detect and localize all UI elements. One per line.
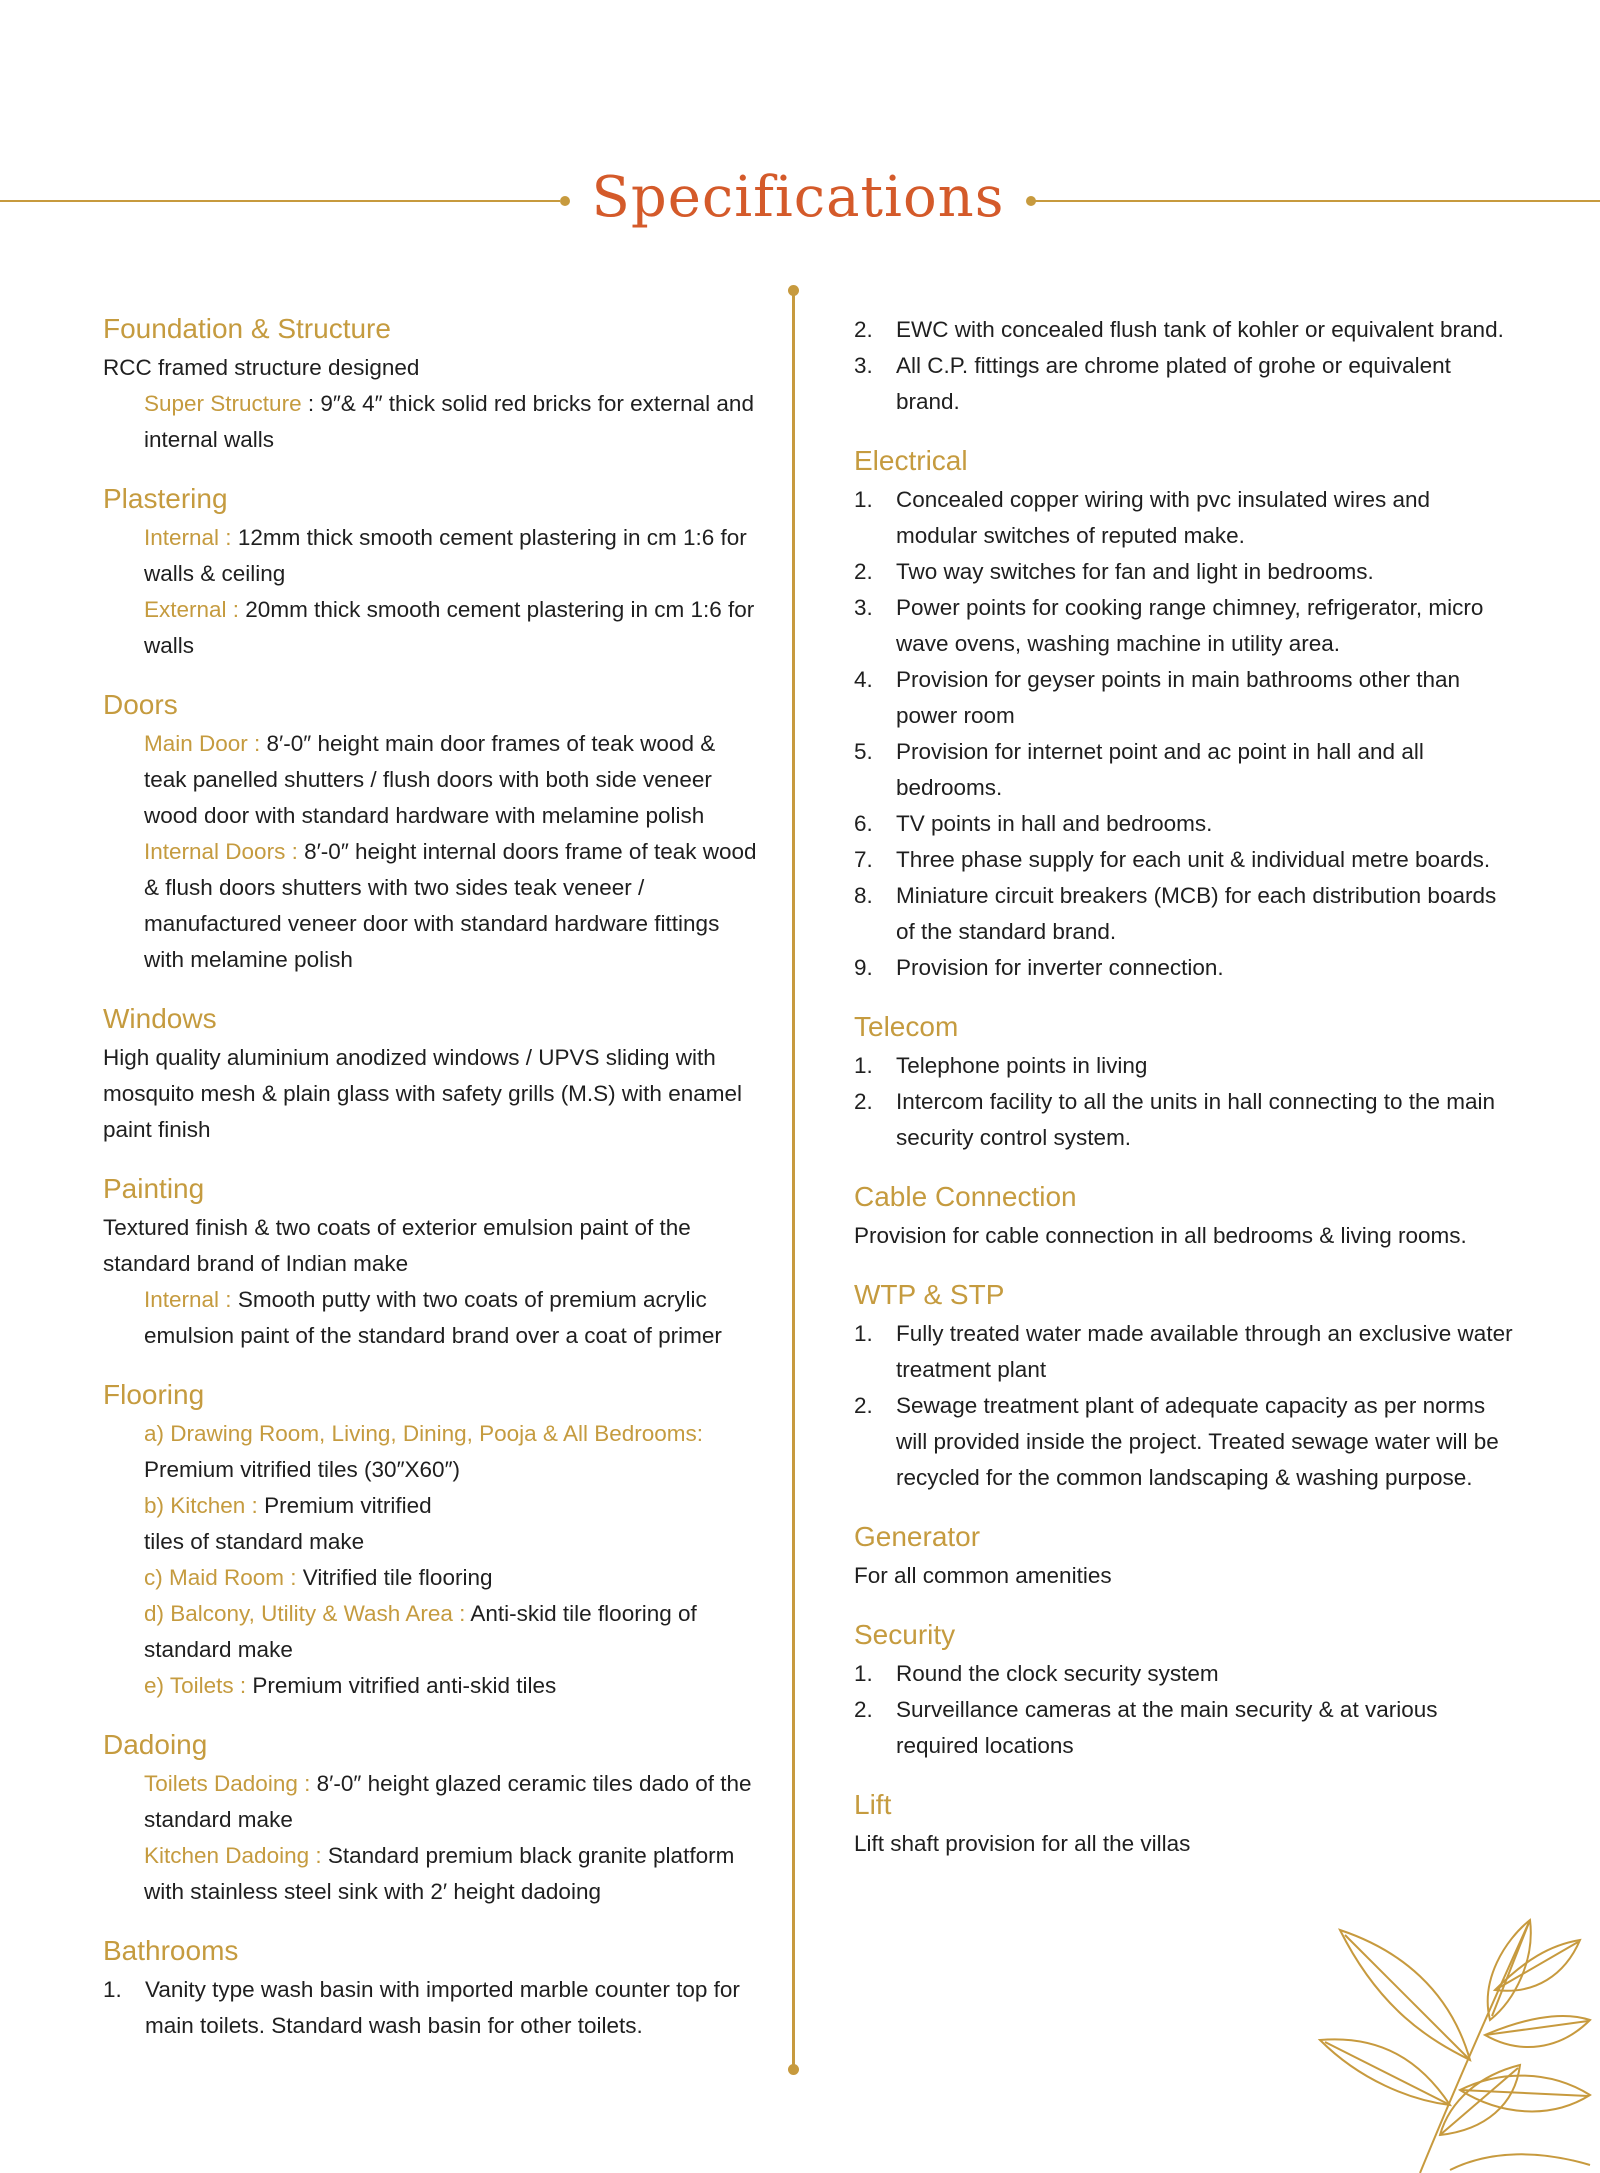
- bathrooms-list: [103, 1972, 763, 2044]
- list-text: Provision for geyser points in main bathrooms other than power room: [896, 667, 1461, 728]
- list-text: Provision for internet point and ac point in hall and all bedrooms.: [896, 739, 1424, 800]
- list-item: [854, 1084, 1514, 1156]
- section-heading: Windows: [103, 1003, 217, 1034]
- flooring-d: [103, 1596, 763, 1668]
- section-telecom: [854, 1008, 1514, 1156]
- toilets-dadoing-spec: [103, 1766, 763, 1838]
- section-text: Provision for cable connection in all bedrooms & living rooms.: [854, 1223, 1467, 1248]
- section-bathrooms: [103, 1932, 763, 2044]
- list-number: 2.: [854, 1393, 873, 1418]
- list-text: Concealed copper wiring with pvc insulated wires and modular switches of reputed make.: [896, 487, 1431, 548]
- flooring-e: [103, 1668, 763, 1704]
- list-item: [854, 734, 1514, 806]
- section-cable: [854, 1178, 1514, 1254]
- section-wtp-stp: [854, 1276, 1514, 1496]
- leaf-decoration-icon: [1300, 1860, 1600, 2173]
- list-text: Intercom facility to all the units in hall connecting to the main security control system.: [896, 1089, 1496, 1150]
- internal-doors-spec: [103, 834, 763, 978]
- list-text: Three phase supply for each unit & individual metre boards.: [896, 847, 1491, 872]
- spec-label: e) Toilets :: [144, 1673, 247, 1698]
- list-item: [854, 662, 1514, 734]
- spec-text: Premium vitrified anti-skid tiles: [246, 1673, 557, 1698]
- section-generator: [854, 1518, 1514, 1594]
- flooring-c: [103, 1560, 763, 1596]
- flooring-a-text: Premium vitrified tiles (30″X60″): [144, 1457, 461, 1482]
- left-column: [103, 310, 763, 2066]
- list-item: [854, 842, 1514, 878]
- list-number: 3.: [854, 353, 873, 378]
- section-heading: Painting: [103, 1173, 205, 1204]
- list-number: 7.: [854, 847, 873, 872]
- divider-dot-bottom: [788, 2064, 799, 2075]
- list-text: All C.P. fittings are chrome plated of grohe or equivalent brand.: [896, 353, 1451, 414]
- bathrooms-list-continued: [854, 312, 1514, 420]
- section-painting: [103, 1170, 763, 1354]
- spec-text: Standard premium black granite platform with stainless steel sink with 2′ height dadoing: [144, 1843, 735, 1904]
- list-item: [854, 950, 1514, 986]
- spec-text: Vitrified tile flooring: [296, 1565, 493, 1590]
- list-item: [854, 312, 1514, 348]
- spec-label: Internal Doors :: [144, 839, 298, 864]
- section-text: RCC framed structure designed: [103, 355, 420, 380]
- list-item: [854, 590, 1514, 662]
- security-list: [854, 1656, 1514, 1764]
- list-number: 1.: [854, 487, 873, 512]
- list-text: Power points for cooking range chimney, refrigerator, micro wave ovens, washing machine in utility area.: [896, 595, 1484, 656]
- section-text: High quality aluminium anodized windows / UPVS sliding with mosquito mesh & plain glass with safety grills (M.S) with enamel paint finish: [103, 1045, 742, 1142]
- section-dadoing: [103, 1726, 763, 1910]
- section-heading: Bathrooms: [103, 1935, 239, 1966]
- divider-dot-top: [788, 285, 799, 296]
- list-text: Surveillance cameras at the main security & at various required locations: [896, 1697, 1438, 1758]
- list-item: [854, 1388, 1514, 1496]
- list-number: 3.: [854, 595, 873, 620]
- section-heading: Lift: [854, 1789, 892, 1820]
- title-rule-left: [0, 200, 560, 202]
- spec-text: 8′-0″ height glazed ceramic tiles dado of the standard make: [144, 1771, 752, 1832]
- section-windows: [103, 1000, 763, 1148]
- section-foundation: [103, 310, 763, 458]
- list-item: [854, 1692, 1514, 1764]
- kitchen-dadoing-spec: [103, 1838, 763, 1910]
- spec-text: 20mm thick smooth cement plastering in cm 1:6 for walls: [144, 597, 755, 658]
- title-rule-right: [1032, 200, 1600, 202]
- spec-text: : 9″& 4″ thick solid red bricks for external and internal walls: [144, 391, 754, 452]
- spec-text: 12mm thick smooth cement plastering in cm 1:6 for walls & ceiling: [144, 525, 747, 586]
- list-text: Sewage treatment plant of adequate capacity as per norms will provided inside the project. Treated sewage water will be recycled for the common landscaping & washing purpose.: [896, 1393, 1499, 1490]
- section-heading: Foundation & Structure: [103, 313, 391, 344]
- spec-label: Internal :: [144, 525, 232, 550]
- section-lift: [854, 1786, 1514, 1862]
- section-heading: Cable Connection: [854, 1181, 1077, 1212]
- list-number: 2.: [854, 559, 873, 584]
- spec-label: Kitchen Dadoing :: [144, 1843, 322, 1868]
- list-item: [854, 348, 1514, 420]
- list-number: 4.: [854, 667, 873, 692]
- list-text: Round the clock security system: [896, 1661, 1219, 1686]
- section-heading: Telecom: [854, 1011, 959, 1042]
- list-text: Vanity type wash basin with imported marble counter top for main toilets. Standard wash basin for other toilets.: [145, 1977, 740, 2038]
- section-security: [854, 1616, 1514, 1764]
- flooring-b: [103, 1488, 763, 1524]
- right-column: [854, 312, 1514, 1884]
- section-doors: [103, 686, 763, 978]
- list-item: [854, 878, 1514, 950]
- section-flooring: [103, 1376, 763, 1704]
- list-item: [854, 554, 1514, 590]
- list-number: 6.: [854, 811, 873, 836]
- spec-label: a) Drawing Room, Living, Dining, Pooja & All Bedrooms:: [144, 1421, 704, 1446]
- spec-label: Internal :: [144, 1287, 232, 1312]
- list-number: 2.: [854, 1697, 873, 1722]
- list-text: Miniature circuit breakers (MCB) for each distribution boards of the standard brand.: [896, 883, 1497, 944]
- list-number: 1.: [854, 1053, 873, 1078]
- spec-text: Anti-skid tile flooring of standard make: [144, 1601, 697, 1662]
- list-text: Provision for inverter connection.: [896, 955, 1224, 980]
- internal-paint-spec: [103, 1282, 763, 1354]
- section-heading: Dadoing: [103, 1729, 208, 1760]
- section-heading: WTP & STP: [854, 1279, 1005, 1310]
- list-number: 5.: [854, 739, 873, 764]
- list-number: 8.: [854, 883, 873, 908]
- spec-text: 8′-0″ height main door frames of teak wood & teak panelled shutters / flush doors with both side veneer wood door with standard hardware with melamine polish: [144, 731, 716, 828]
- flooring-a-label: [103, 1416, 763, 1452]
- column-divider: [792, 290, 795, 2070]
- list-number: 1.: [854, 1661, 873, 1686]
- list-text: TV points in hall and bedrooms.: [896, 811, 1213, 836]
- list-number: 2.: [854, 1089, 873, 1114]
- list-item: [854, 1048, 1514, 1084]
- super-structure-spec: [103, 386, 763, 458]
- list-number: 2.: [854, 317, 873, 342]
- section-heading: Doors: [103, 689, 178, 720]
- section-text: For all common amenities: [854, 1563, 1112, 1588]
- main-door-spec: [103, 726, 763, 834]
- spec-text: Premium vitrified: [257, 1493, 432, 1518]
- electrical-list: [854, 482, 1514, 986]
- spec-text: 8′-0″ height internal doors frame of teak wood & flush doors shutters with two sides teak veneer / manufactured veneer door with standard hardware fittings with melamine polish: [144, 839, 757, 972]
- section-heading: Plastering: [103, 483, 228, 514]
- spec-text: Smooth putty with two coats of premium acrylic emulsion paint of the standard brand over a coat of primer: [144, 1287, 722, 1348]
- spec-label: c) Maid Room :: [144, 1565, 297, 1590]
- list-item: [854, 806, 1514, 842]
- section-heading: Generator: [854, 1521, 981, 1552]
- list-number: 1.: [103, 1977, 122, 2002]
- list-text: Telephone points in living: [896, 1053, 1148, 1078]
- spec-label: d) Balcony, Utility & Wash Area :: [144, 1601, 466, 1626]
- list-number: 9.: [854, 955, 873, 980]
- section-heading: Security: [854, 1619, 956, 1650]
- spec-label: External :: [144, 597, 240, 622]
- list-item: [103, 1972, 763, 2044]
- section-plastering: [103, 480, 763, 664]
- section-bathrooms-continued: [854, 312, 1514, 420]
- wtp-list: [854, 1316, 1514, 1496]
- section-heading: Electrical: [854, 445, 968, 476]
- list-text: EWC with concealed flush tank of kohler or equivalent brand.: [896, 317, 1504, 342]
- spec-label: Super Structure: [144, 391, 302, 416]
- section-heading: Flooring: [103, 1379, 205, 1410]
- section-text: Textured finish & two coats of exterior emulsion paint of the standard brand of Indian make: [103, 1215, 691, 1276]
- section-electrical: [854, 442, 1514, 986]
- telecom-list: [854, 1048, 1514, 1156]
- list-text: Fully treated water made available through an exclusive water treatment plant: [896, 1321, 1513, 1382]
- spec-label: Toilets Dadoing :: [144, 1771, 311, 1796]
- section-text: Lift shaft provision for all the villas: [854, 1831, 1191, 1856]
- page-title: Specifications: [591, 165, 1005, 230]
- flooring-b-text2: tiles of standard make: [144, 1529, 365, 1554]
- list-item: [854, 482, 1514, 554]
- external-plaster-spec: [103, 592, 763, 664]
- spec-label: Main Door :: [144, 731, 261, 756]
- list-item: [854, 1656, 1514, 1692]
- list-number: 1.: [854, 1321, 873, 1346]
- spec-label: b) Kitchen :: [144, 1493, 258, 1518]
- internal-plaster-spec: [103, 520, 763, 592]
- list-item: [854, 1316, 1514, 1388]
- list-text: Two way switches for fan and light in bedrooms.: [896, 559, 1374, 584]
